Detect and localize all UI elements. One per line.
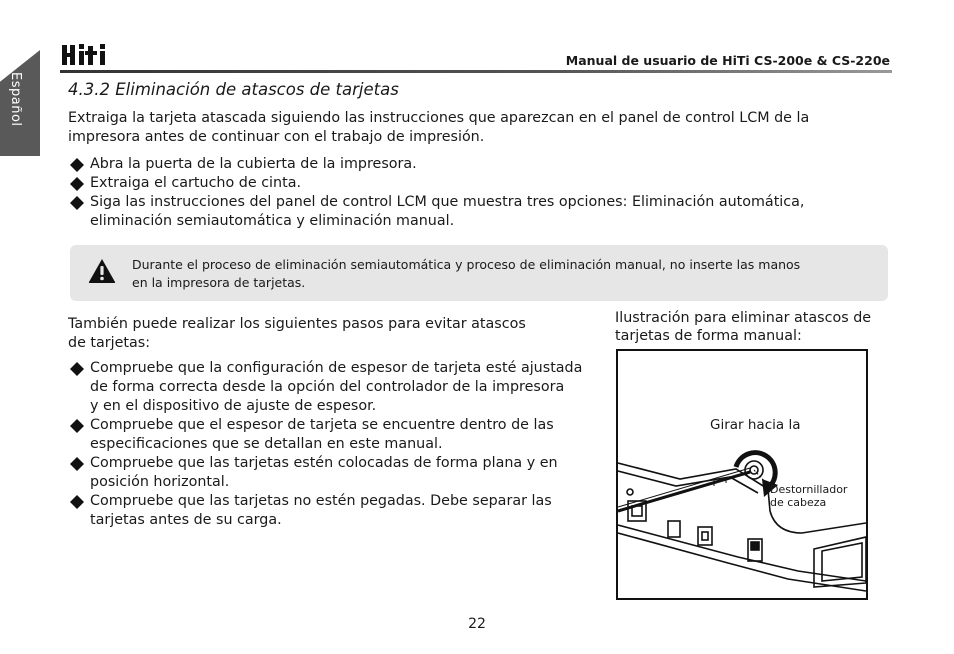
tip-text: de forma correcta desde la opción del controlador de la impresora	[90, 379, 565, 395]
warning-line: Durante el proceso de eliminación semiautomática y proceso de eliminación manual, no inserte las manos	[132, 257, 801, 272]
intro-line: impresora antes de continuar con el trabajo de impresión.	[68, 129, 485, 145]
section-title: 4.3.2 Eliminación de atascos de tarjetas	[68, 80, 399, 99]
diamond-bullet-icon	[70, 196, 84, 210]
tip-text: especificaciones que se detallan en este manual.	[90, 436, 443, 452]
intro-line: Extraiga la tarjeta atascada siguiendo las instrucciones que aparezcan en el panel de control LCM de la	[68, 110, 810, 126]
printer-illustration	[618, 351, 866, 598]
screwdriver-label-line: de cabeza	[770, 496, 827, 509]
caption-line: Ilustración para eliminar atascos de	[615, 310, 872, 326]
manual-title: Manual de usuario de HiTi CS-200e & CS-220e	[565, 53, 890, 68]
warning-text	[132, 256, 872, 292]
tip-text: tarjetas antes de su carga.	[90, 512, 282, 528]
diamond-bullet-icon	[70, 362, 84, 376]
screwdriver-label	[770, 483, 847, 509]
diamond-bullet-icon	[70, 457, 84, 471]
list-item	[70, 416, 620, 454]
prevention-intro-line: de tarjetas:	[68, 335, 151, 351]
diamond-bullet-icon	[70, 419, 84, 433]
rotate-label: Girar hacia la	[710, 417, 801, 433]
prevention-intro	[68, 315, 568, 353]
step-text: Siga las instrucciones del panel de control LCM que muestra tres opciones: Eliminación automática,	[90, 194, 805, 210]
step-text: eliminación semiautomática y eliminación manual.	[90, 213, 455, 229]
step-text: Abra la puerta de la cubierta de la impresora.	[90, 156, 417, 172]
step-text: Extraiga el cartucho de cinta.	[90, 175, 302, 191]
tip-text: Compruebe que las tarjetas no estén pegadas. Debe separar las	[90, 493, 552, 509]
tip-text: Compruebe que el espesor de tarjeta se encuentre dentro de las	[90, 417, 554, 433]
tip-text: Compruebe que las tarjetas estén colocadas de forma plana y en	[90, 455, 558, 471]
diamond-bullet-icon	[70, 177, 84, 191]
list-item	[70, 359, 620, 416]
intro-paragraph	[68, 109, 888, 147]
list-item	[70, 454, 620, 492]
screwdriver-label-line: Destornillador	[770, 483, 848, 496]
steps-list	[70, 155, 890, 231]
illustration-caption	[615, 309, 895, 345]
diamond-bullet-icon	[70, 495, 84, 509]
warning-box	[70, 245, 888, 301]
tip-text: Compruebe que la configuración de espesor de tarjeta esté ajustada	[90, 360, 583, 376]
list-item	[70, 174, 890, 193]
tip-text: y en el dispositivo de ajuste de espesor.	[90, 398, 377, 414]
hiti-logo	[62, 42, 144, 68]
header-divider	[60, 70, 892, 73]
list-item	[70, 193, 890, 231]
prevention-list	[70, 359, 620, 530]
caption-line: tarjetas de forma manual:	[615, 328, 802, 344]
tip-text: posición horizontal.	[90, 474, 230, 490]
warning-line: en la impresora de tarjetas.	[132, 275, 306, 290]
prevention-intro-line: También puede realizar los siguientes pasos para evitar atascos	[68, 316, 526, 332]
language-tab-label: Español	[8, 72, 23, 127]
illustration-frame	[616, 349, 868, 600]
warning-triangle-icon	[88, 258, 116, 284]
svg-text:hiti: hiti	[108, 63, 112, 65]
page-number: 22	[468, 616, 486, 632]
diamond-bullet-icon	[70, 158, 84, 172]
list-item	[70, 492, 620, 530]
list-item	[70, 155, 890, 174]
